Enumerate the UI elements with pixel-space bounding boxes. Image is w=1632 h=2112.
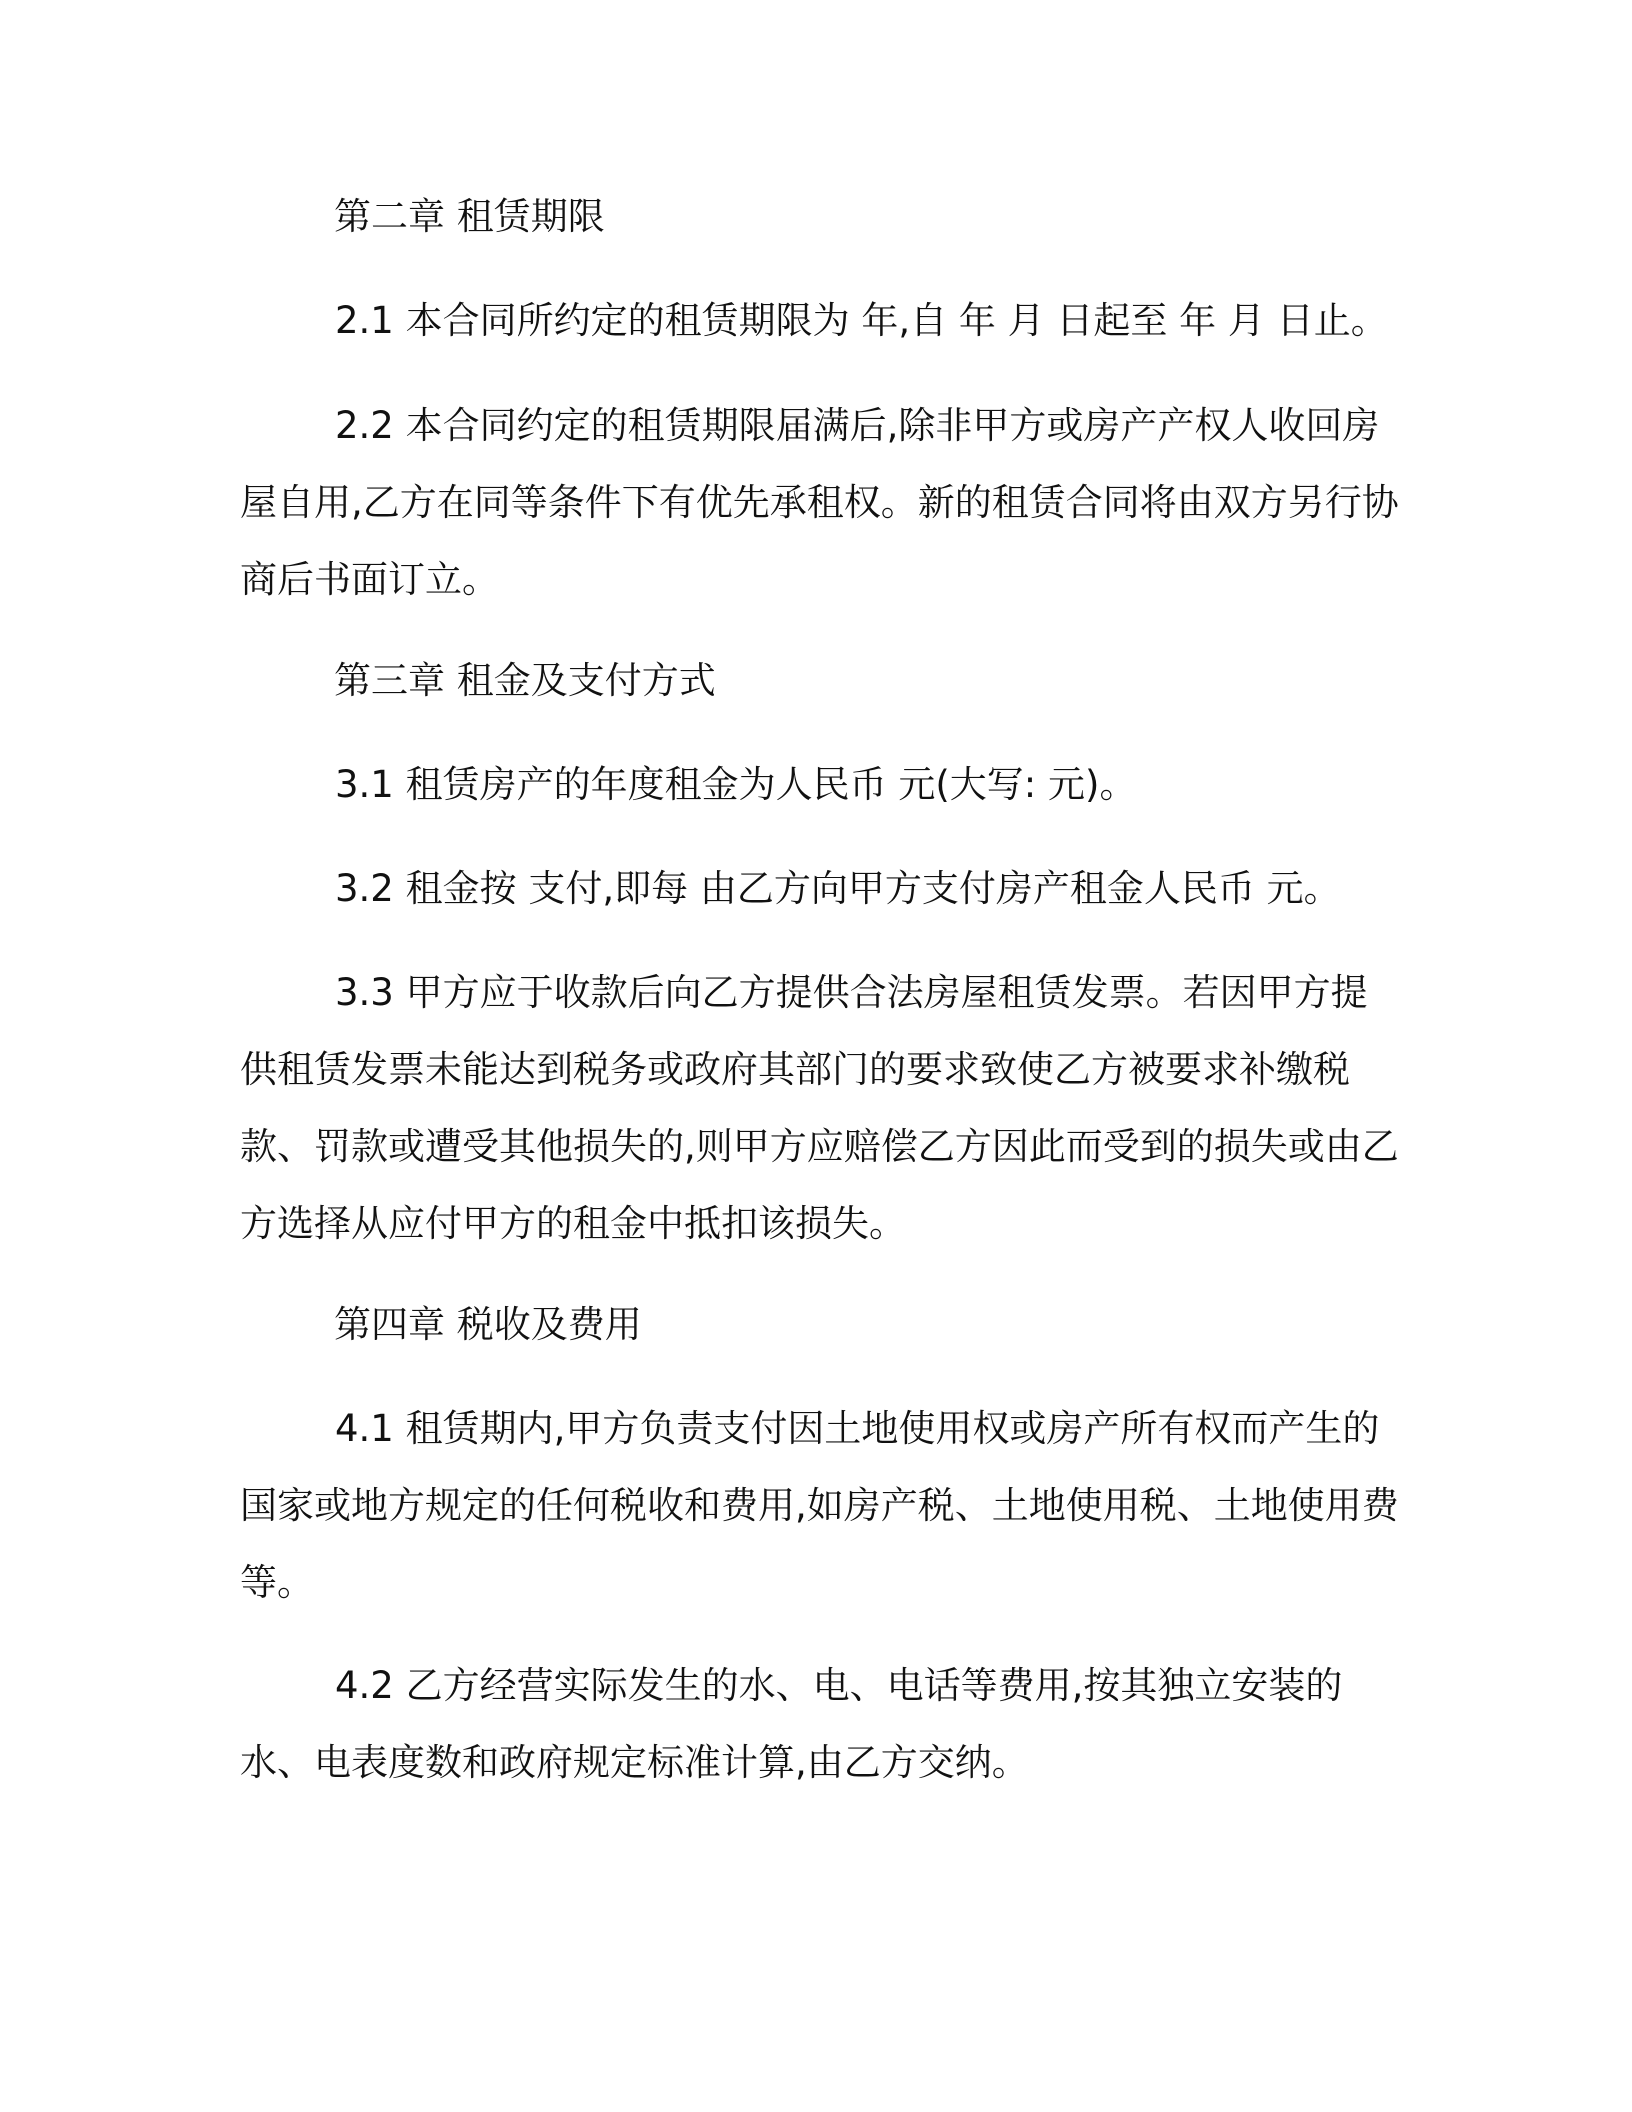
- clause-3-2: 3.2 租金按 支付,即每 由乙方向甲方支付房产租金人民币 元。: [335, 867, 1341, 910]
- chapter-3-heading: 第三章 租金及支付方式: [334, 659, 716, 702]
- chapter-2-heading: 第二章 租赁期限: [334, 195, 605, 238]
- clause-2-1: 2.1 本合同所约定的租赁期限为 年,自 年 月 日起至 年 月 日止。: [335, 299, 1388, 342]
- clause-4-2: 4.2 乙方经营实际发生的水、电、电话等费用,按其独立安装的水、电表度数和政府规定标准计算,由乙方交纳。: [240, 1664, 1343, 1784]
- clause-3-3: 3.3 甲方应于收款后向乙方提供合法房屋租赁发票。若因甲方提供租赁发票未能达到税务或政府其部门的要求致使乙方被要求补缴税款、罚款或遭受其他损失的,则甲方应赔偿乙方因此而受到的损失或由乙方选择从应付甲方的租金中抵扣该损失。: [240, 971, 1399, 1245]
- clause-4-1: 4.1 租赁期内,甲方负责支付因土地使用权或房产所有权而产生的国家或地方规定的任何税收和费用,如房产税、土地使用税、土地使用费等。: [240, 1407, 1399, 1604]
- clause-2-2: 2.2 本合同约定的租赁期限届满后,除非甲方或房产产权人收回房屋自用,乙方在同等条件下有优先承租权。新的租赁合同将由双方另行协商后书面订立。: [240, 404, 1399, 601]
- chapter-4-heading: 第四章 税收及费用: [334, 1303, 642, 1346]
- clause-3-1: 3.1 租赁房产的年度租金为人民币 元(大写: 元)。: [335, 763, 1137, 806]
